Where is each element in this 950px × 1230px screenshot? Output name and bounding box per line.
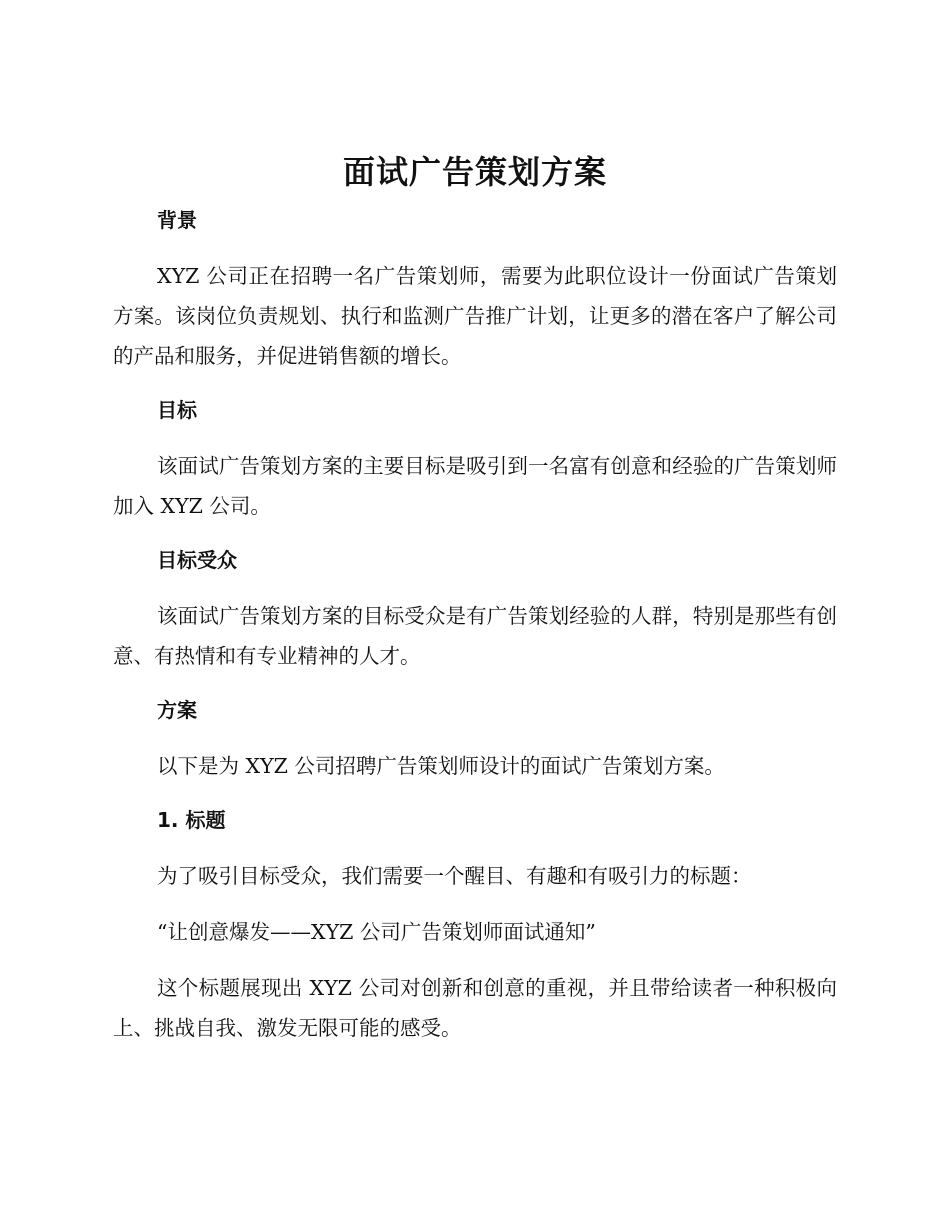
section-heading-plan: 方案 <box>157 698 197 722</box>
section-heading-headline: 1. 标题 <box>157 808 226 832</box>
section-heading-goal: 目标 <box>157 398 197 422</box>
paragraph-audience: 该面试广告策划方案的目标受众是有广告策划经验的人群，特别是那些有创意、有热情和有专业精神的人才。 <box>113 604 837 668</box>
paragraph-headline-explanation: 这个标题展现出 XYZ 公司对创新和创意的重视，并且带给读者一种积极向上、挑战自我、激发无限可能的感受。 <box>113 976 837 1040</box>
document-title: 面试广告策划方案 <box>342 153 607 191</box>
paragraph-headline-intro: 为了吸引目标受众，我们需要一个醒目、有趣和有吸引力的标题： <box>157 864 752 888</box>
section-heading-audience: 目标受众 <box>157 548 237 572</box>
paragraph-plan: 以下是为 XYZ 公司招聘广告策划师设计的面试广告策划方案。 <box>157 754 725 778</box>
paragraph-headline-slogan: “让创意爆发——XYZ 公司广告策划师面试通知” <box>157 920 596 944</box>
section-heading-background: 背景 <box>157 208 197 232</box>
paragraph-goal: 该面试广告策划方案的主要目标是吸引到一名富有创意和经验的广告策划师加入 XYZ 公司。 <box>113 454 837 518</box>
document-body <box>113 202 837 1048</box>
paragraph-background: XYZ 公司正在招聘一名广告策划师，需要为此职位设计一份面试广告策划方案。该岗位负责规划、执行和监测广告推广计划，让更多的潜在客户了解公司的产品和服务，并促进销售额的增长。 <box>113 264 837 368</box>
